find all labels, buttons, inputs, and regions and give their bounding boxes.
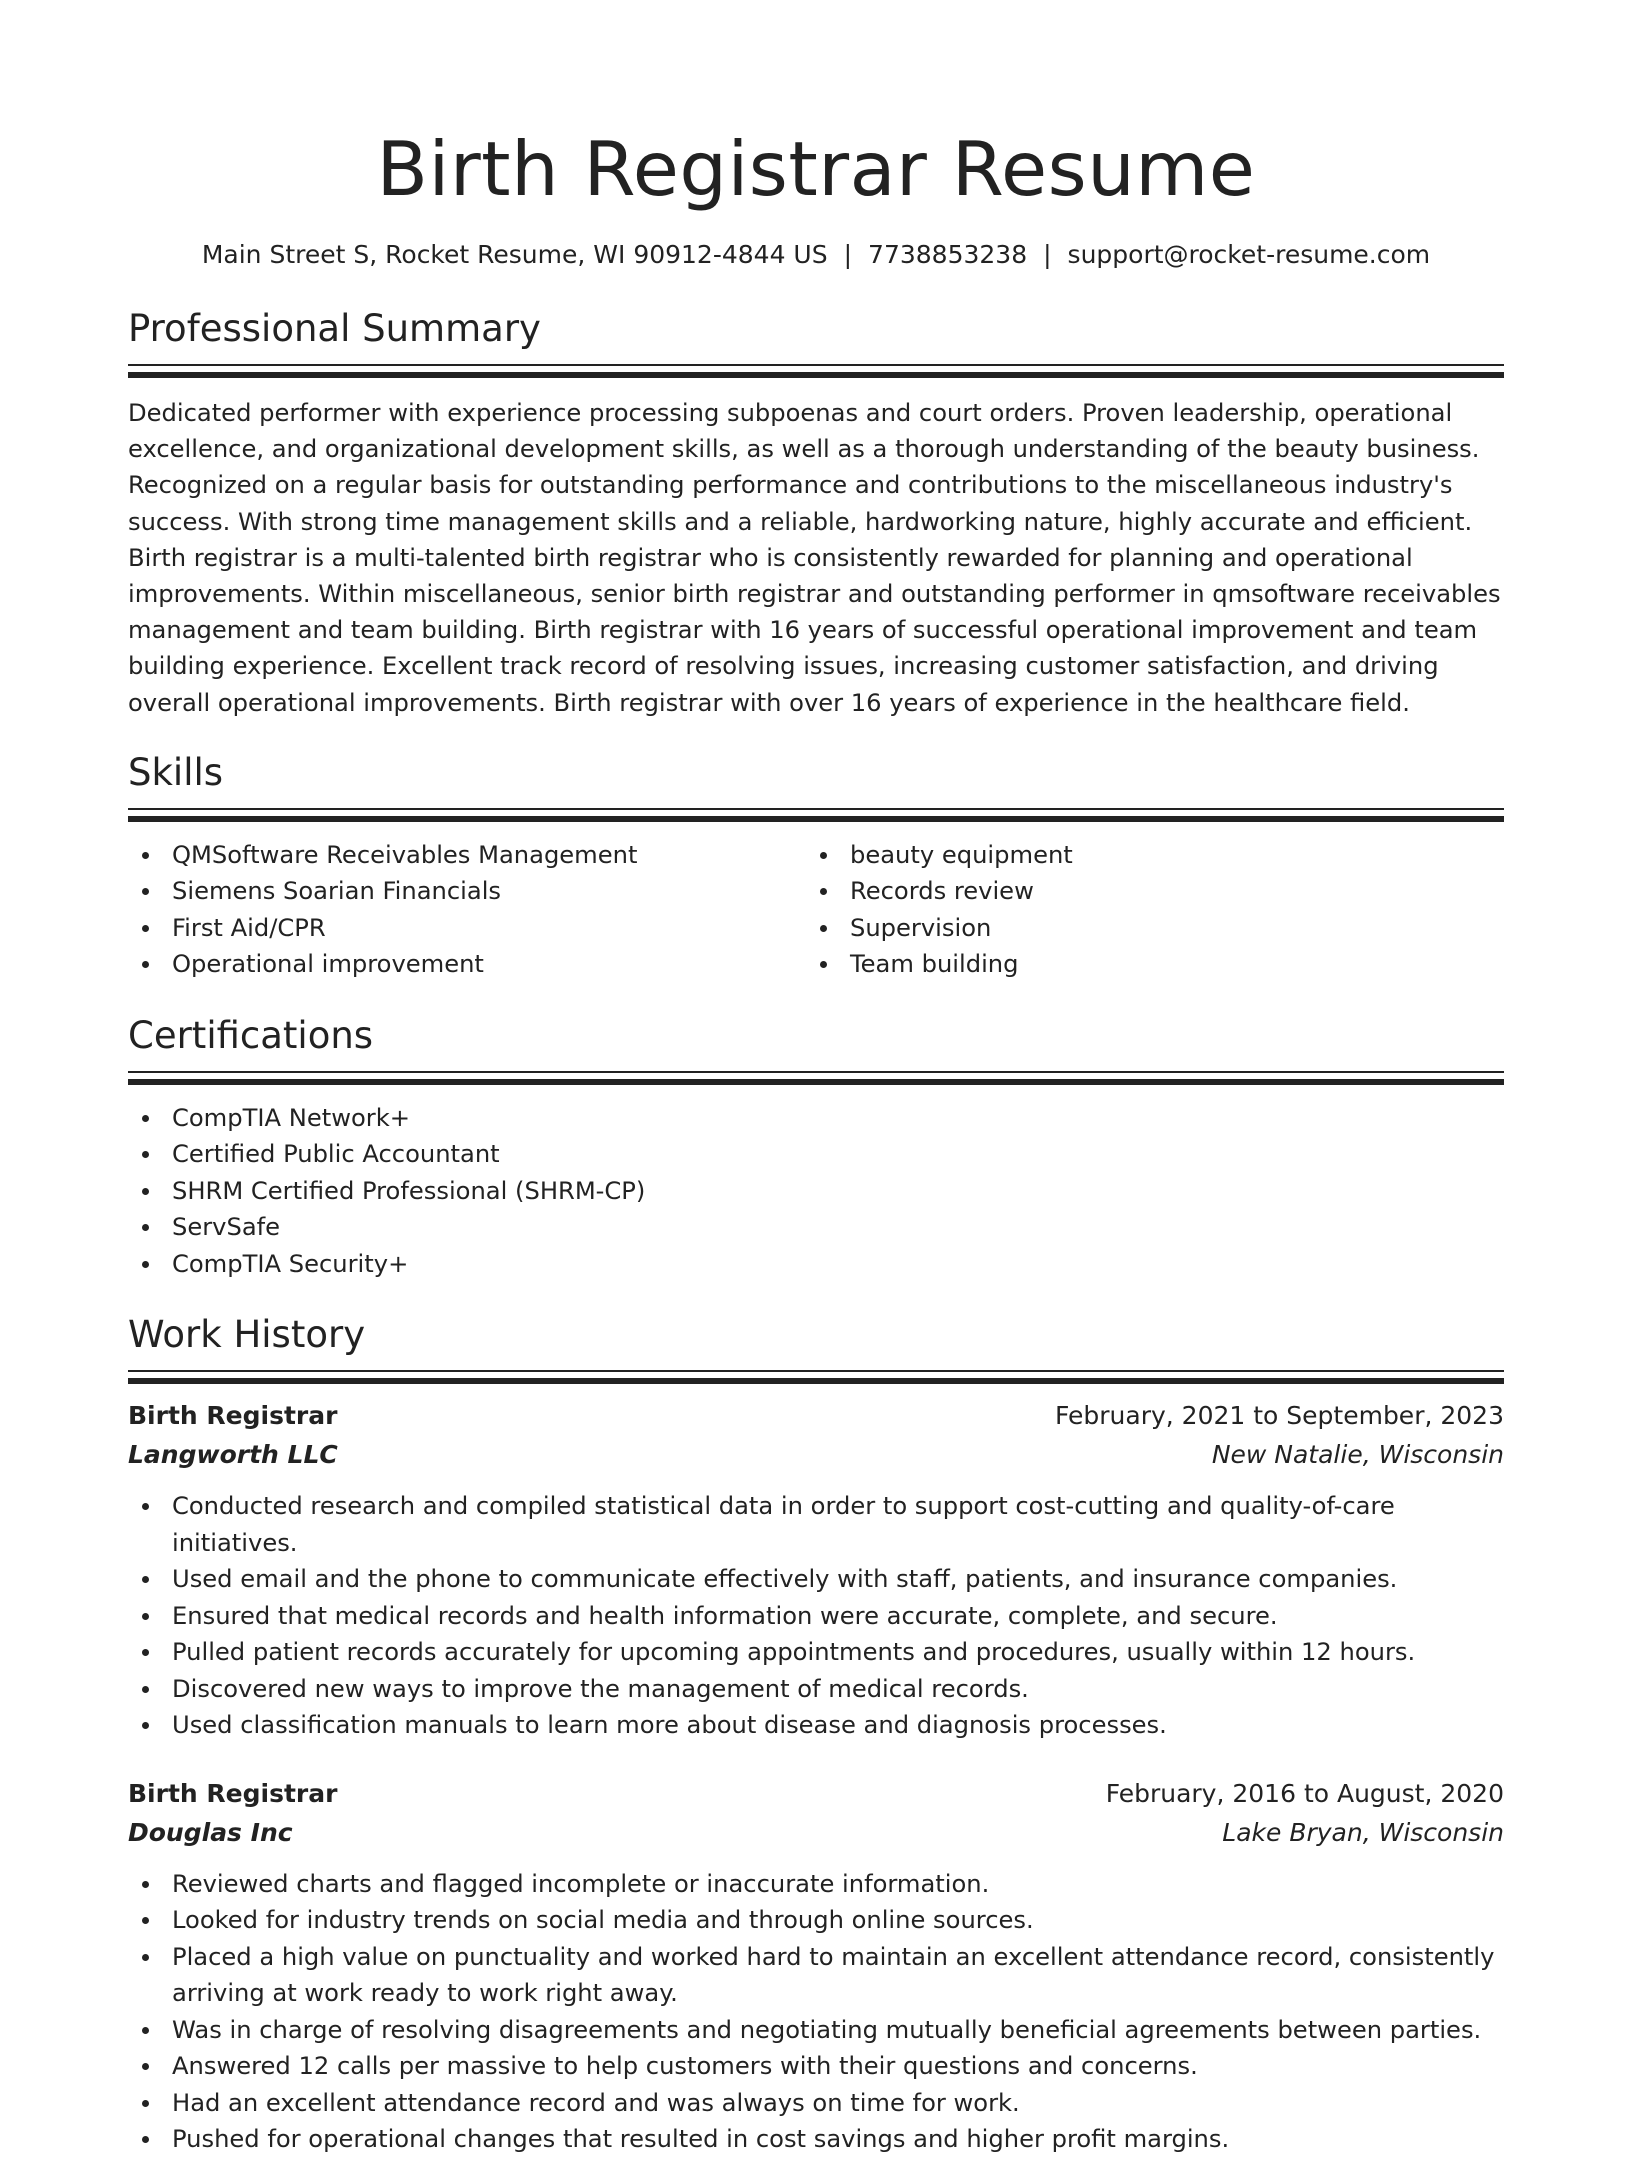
certification-item: ServSafe (128, 1209, 1504, 1246)
certifications-section (128, 1013, 1504, 1283)
job-duties-list (128, 1488, 1504, 1744)
job-location: Lake Bryan, Wisconsin (1222, 1817, 1504, 1847)
job-duty: Discovered new ways to improve the management of medical records. (128, 1671, 1504, 1708)
job-duty: Looked for industry trends on social media and through online sources. (128, 1902, 1504, 1939)
job-dates: February, 2021 to September, 2023 (1055, 1401, 1504, 1431)
job-duty: Had an excellent attendance record and was always on time for work. (128, 2085, 1504, 2122)
job-header (128, 1775, 1504, 1813)
skills-section (128, 750, 1504, 983)
job-location: New Natalie, Wisconsin (1211, 1440, 1504, 1470)
work-history-heading: Work History (128, 1313, 366, 1357)
job-title: Birth Registrar (128, 1778, 338, 1808)
contact-separator: | (1043, 240, 1052, 269)
job-title: Birth Registrar (128, 1401, 338, 1431)
certifications-heading: Certifications (128, 1013, 374, 1057)
job-duty: Reviewed charts and flagged incomplete or inaccurate information. (128, 1866, 1504, 1903)
summary-text: Dedicated performer with experience processing subpoenas and court orders. Proven leadership, operational excellence, and organizational development skills, as well as a thorough understanding of the beauty business. Recognized on a regular basis for outstanding performance and contributions to the miscellaneous industry's success. With strong time management skills and a reliable, hardworking nature, highly accurate and efficient. Birth registrar is a multi-talented birth registrar who is consistently rewarded for planning and operational improvements. Within miscellaneous, senior birth registrar and outstanding performer in qmsoftware receivables management and team building. Birth registrar with 16 years of successful operational improvement and team building experience. Excellent track record of resolving issues, increasing customer satisfaction, and driving overall operational improvements. Birth registrar with over 16 years of experience in the healthcare field. (128, 399, 1501, 717)
contact-email: support@rocket-resume.com (1067, 240, 1431, 269)
resume-page (128, 0, 1504, 2158)
contact-separator: | (843, 240, 853, 269)
skill-item: Team building (806, 946, 1484, 983)
contact-phone: 7738853238 (868, 240, 1028, 269)
job-duties-list (128, 1866, 1504, 2158)
certification-item: CompTIA Security+ (128, 1246, 1504, 1283)
job-company: Douglas Inc (128, 1817, 293, 1847)
section-divider (128, 1370, 1504, 1385)
contact-line (128, 238, 1504, 272)
job-dates: February, 2016 to August, 2020 (1105, 1778, 1504, 1808)
job-entry (128, 1397, 1504, 1744)
job-entry (128, 1775, 1504, 2158)
job-subheader (128, 1436, 1504, 1474)
job-duty: Ensured that medical records and health information were accurate, complete, and secure. (128, 1598, 1504, 1635)
summary-section (128, 306, 1504, 721)
summary-heading: Professional Summary (128, 307, 541, 350)
skill-item: QMSoftware Receivables Management (128, 837, 806, 874)
job-duty: Answered 12 calls per massive to help customers with their questions and concerns. (128, 2048, 1504, 2085)
section-divider (128, 364, 1504, 379)
skill-item: Operational improvement (128, 946, 806, 983)
resume-title: Birth Registrar Resume (376, 125, 1256, 213)
skills-grid (128, 837, 1504, 983)
job-header (128, 1397, 1504, 1435)
certification-item: CompTIA Network+ (128, 1100, 1504, 1137)
job-duty: Placed a high value on punctuality and worked hard to maintain an excellent attendance record, consistently arriving at work ready to work right away. (128, 1939, 1504, 2012)
certifications-list (128, 1100, 1504, 1283)
skills-column-left (128, 837, 806, 983)
skills-column-right (806, 837, 1484, 983)
job-duty: Used classification manuals to learn more about disease and diagnosis processes. (128, 1707, 1504, 1744)
job-duty: Pulled patient records accurately for upcoming appointments and procedures, usually within 12 hours. (128, 1634, 1504, 1671)
job-duty: Conducted research and compiled statistical data in order to support cost-cutting and quality-of-care initiatives. (128, 1488, 1504, 1561)
job-duty: Pushed for operational changes that resulted in cost savings and higher profit margins. (128, 2121, 1504, 2158)
certification-item: Certified Public Accountant (128, 1136, 1504, 1173)
skill-item: beauty equipment (806, 837, 1484, 874)
job-company: Langworth LLC (128, 1440, 338, 1470)
section-divider (128, 808, 1504, 823)
skill-item: Records review (806, 873, 1484, 910)
skills-list-right (806, 837, 1484, 983)
section-divider (128, 1071, 1504, 1086)
skill-item: Siemens Soarian Financials (128, 873, 806, 910)
skill-item: First Aid/CPR (128, 910, 806, 947)
job-duty: Was in charge of resolving disagreements and negotiating mutually beneficial agreements between parties. (128, 2012, 1504, 2049)
job-subheader (128, 1814, 1504, 1852)
certification-item: SHRM Certified Professional (SHRM-CP) (128, 1173, 1504, 1210)
contact-address: Main Street S, Rocket Resume, WI 90912-4844 US (201, 240, 828, 269)
skills-heading: Skills (128, 750, 224, 794)
skills-list-left (128, 837, 806, 983)
skill-item: Supervision (806, 910, 1484, 947)
work-history-section (128, 1312, 1504, 2158)
job-duty: Used email and the phone to communicate effectively with staff, patients, and insurance companies. (128, 1561, 1504, 1598)
